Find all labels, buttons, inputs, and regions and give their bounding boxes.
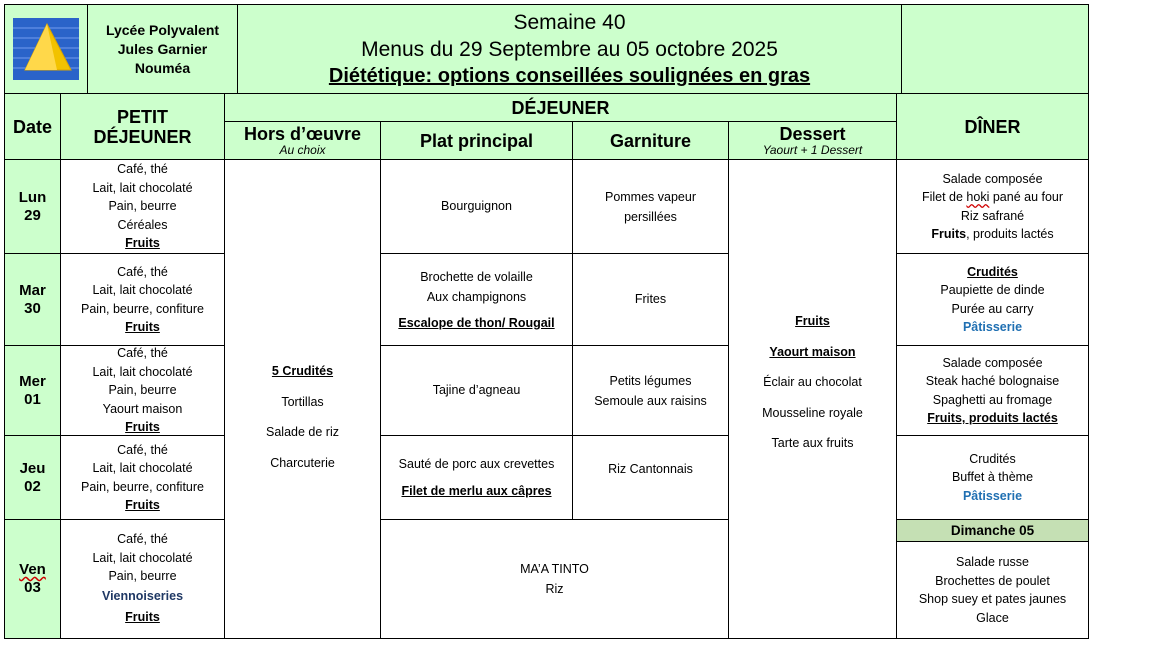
breakfast-item: Pain, beurre, confiture <box>81 301 204 316</box>
petit-dejeuner-label-1: PETIT <box>116 106 168 127</box>
day-cell-ven <box>4 519 61 639</box>
day-name: Mar <box>19 281 46 299</box>
logo-cell <box>4 4 88 94</box>
breakfast-item: Pain, beurre <box>108 383 177 398</box>
breakfast-item: Café, thé <box>117 346 168 361</box>
date-header <box>4 93 61 160</box>
hors-oeuvre-item: Tortillas <box>281 394 324 409</box>
garniture-mer <box>572 345 729 436</box>
plat-header <box>380 121 573 160</box>
diner-item-recommended: Crudités <box>967 264 1018 279</box>
hors-oeuvre-item-recommended: 5 Crudités <box>271 364 334 378</box>
diner-item: Shop suey et pates jaunes <box>918 592 1067 606</box>
breakfast-item-recommended: Fruits <box>125 320 160 334</box>
day-name: Lun <box>18 188 47 206</box>
breakfast-item: Café, thé <box>117 264 168 279</box>
day-cell-mer <box>4 345 61 436</box>
school-logo-icon <box>13 18 79 80</box>
plat-item: Bourguignon <box>441 199 512 214</box>
day-cell-mar <box>4 253 61 346</box>
hors-oeuvre-item: Charcuterie <box>270 455 335 470</box>
breakfast-ven <box>60 519 225 639</box>
breakfast-item: Lait, lait chocolaté <box>92 283 193 297</box>
breakfast-item: Lait, lait chocolaté <box>92 364 193 379</box>
garniture-item: Riz Cantonnais <box>608 462 693 476</box>
dessert-item: Tarte aux fruits <box>771 436 854 450</box>
breakfast-mer <box>60 345 225 436</box>
garniture-item: Frites <box>634 292 667 307</box>
dessert-item-recommended: Fruits <box>795 314 830 328</box>
diner-item: Salade composée <box>942 355 1043 370</box>
breakfast-item: Café, thé <box>117 532 168 547</box>
dejeuner-label: DÉJEUNER <box>511 97 610 118</box>
garniture-item: Pommes vapeur <box>604 189 696 204</box>
dessert-item-recommended: Yaourt maison <box>769 344 856 359</box>
day-number: 30 <box>24 299 41 317</box>
plat-item: MA’A TINTO <box>520 562 589 576</box>
plat-jeu <box>380 435 573 520</box>
breakfast-item: Pain, beurre <box>108 569 177 584</box>
garniture-mar <box>572 253 729 346</box>
hors-oeuvre-cell <box>224 159 381 639</box>
breakfast-item: Pain, beurre, confiture <box>81 479 204 494</box>
hors-oeuvre-label: Hors d’œuvre <box>243 124 362 144</box>
plat-label: Plat principal <box>419 130 534 151</box>
diner-item: Salade russe <box>956 555 1029 569</box>
school-line-2: Jules Garnier <box>117 40 208 57</box>
dimanche-header <box>896 519 1089 542</box>
plat-mer <box>380 345 573 436</box>
diner-header <box>896 93 1089 160</box>
day-name: Mer <box>19 372 46 390</box>
day-number: 29 <box>24 206 41 224</box>
school-line-3: Nouméa <box>134 59 191 76</box>
garniture-jeu <box>572 435 729 520</box>
dessert-sub: Yaourt + 1 Dessert <box>762 143 863 157</box>
garniture-item: persillées <box>624 209 677 224</box>
day-name: Jeu <box>19 459 46 477</box>
petit-dejeuner-header <box>60 93 225 160</box>
hors-oeuvre-header <box>224 121 381 160</box>
diner-dimanche <box>896 541 1089 639</box>
day-name: Ven <box>19 561 46 578</box>
breakfast-item: Café, thé <box>117 442 168 457</box>
dietetic-note: Diététique: options conseillées soulignées en gras <box>328 64 811 87</box>
diner-jeu <box>896 435 1089 520</box>
diner-mer <box>896 345 1089 436</box>
garniture-lun <box>572 159 729 254</box>
diner-item: Steak haché bolognaise <box>925 374 1060 388</box>
plat-item-recommended: Filet de merlu aux câpres <box>401 483 552 498</box>
diner-item: Buffet à thème <box>951 470 1034 485</box>
garniture-item: Semoule aux raisins <box>594 393 707 408</box>
breakfast-item: Lait, lait chocolaté <box>92 550 193 565</box>
day-cell-jeu <box>4 435 61 520</box>
date-range-title: Menus du 29 Septembre au 05 octobre 2025 <box>361 37 778 61</box>
day-number: 02 <box>24 477 41 495</box>
dejeuner-header <box>224 93 897 122</box>
dessert-header <box>728 121 897 160</box>
breakfast-item-recommended: Fruits <box>125 609 160 624</box>
week-title: Semaine 40 <box>513 10 626 34</box>
plat-lun <box>380 159 573 254</box>
breakfast-item: Lait, lait chocolaté <box>92 461 193 475</box>
dessert-item: Mousseline royale <box>762 405 863 420</box>
breakfast-item: Café, thé <box>117 162 168 177</box>
diner-item-recommended: Fruits, produits lactés <box>927 411 1058 425</box>
garniture-label: Garniture <box>609 130 692 151</box>
garniture-item: Riz <box>545 582 564 596</box>
title-cell <box>237 4 902 94</box>
dessert-item: Éclair au chocolat <box>763 375 862 389</box>
diner-item: Purée au carry <box>951 301 1034 316</box>
diner-item: Pâtisserie <box>962 488 1023 503</box>
plat-mar <box>380 253 573 346</box>
diner-item: Pâtisserie <box>962 320 1023 334</box>
diner-item: Filet de hoki pané au four <box>921 190 1064 204</box>
diner-label: DÎNER <box>964 116 1021 137</box>
diner-item: Brochettes de poulet <box>935 573 1050 588</box>
school-line-1: Lycée Polyvalent <box>105 21 220 38</box>
plat-item: Tajine d’agneau <box>432 383 521 398</box>
dessert-cell <box>728 159 897 639</box>
breakfast-lun <box>60 159 225 254</box>
plat-item: Aux champignons <box>426 289 527 304</box>
diner-item: Glace <box>976 610 1009 625</box>
day-number: 03 <box>24 579 41 596</box>
hors-oeuvre-item: Salade de riz <box>266 425 339 439</box>
breakfast-item-recommended: Fruits <box>125 498 160 512</box>
breakfast-item: Viennoiseries <box>101 588 184 603</box>
diner-item: Crudités <box>969 451 1016 466</box>
breakfast-mar <box>60 253 225 346</box>
breakfast-item: Pain, beurre <box>108 199 177 214</box>
school-name-cell <box>87 4 238 94</box>
diner-lun <box>896 159 1089 254</box>
diner-item: Salade composée <box>942 171 1043 186</box>
top-right-cell <box>901 4 1089 94</box>
breakfast-item: Yaourt maison <box>102 401 183 416</box>
plat-item-recommended: Escalope de thon/ Rougail <box>398 315 555 330</box>
breakfast-item-recommended: Fruits <box>125 236 160 251</box>
date-header-label: Date <box>12 116 52 137</box>
breakfast-item-recommended: Fruits <box>125 420 160 435</box>
day-cell-lun <box>4 159 61 254</box>
diner-item: Fruits, produits lactés <box>931 227 1054 241</box>
hors-oeuvre-sub: Au choix <box>279 143 326 157</box>
diner-item: Riz safrané <box>960 208 1025 223</box>
plat-item: Brochette de volaille <box>420 269 533 284</box>
plat-ven <box>380 519 729 639</box>
dimanche-label: Dimanche 05 <box>950 523 1035 538</box>
breakfast-item: Lait, lait chocolaté <box>92 180 193 195</box>
plat-item: Sauté de porc aux crevettes <box>398 457 555 471</box>
dessert-label: Dessert <box>779 124 846 144</box>
diner-mar <box>896 253 1089 346</box>
breakfast-jeu <box>60 435 225 520</box>
diner-item: Spaghetti au fromage <box>932 392 1053 407</box>
breakfast-item: Céréales <box>117 217 168 232</box>
garniture-item: Petits légumes <box>609 373 692 388</box>
garniture-header <box>572 121 729 160</box>
diner-item: Paupiette de dinde <box>940 283 1045 297</box>
petit-dejeuner-label-2: DÉJEUNER <box>93 126 192 147</box>
day-number: 01 <box>24 390 41 408</box>
